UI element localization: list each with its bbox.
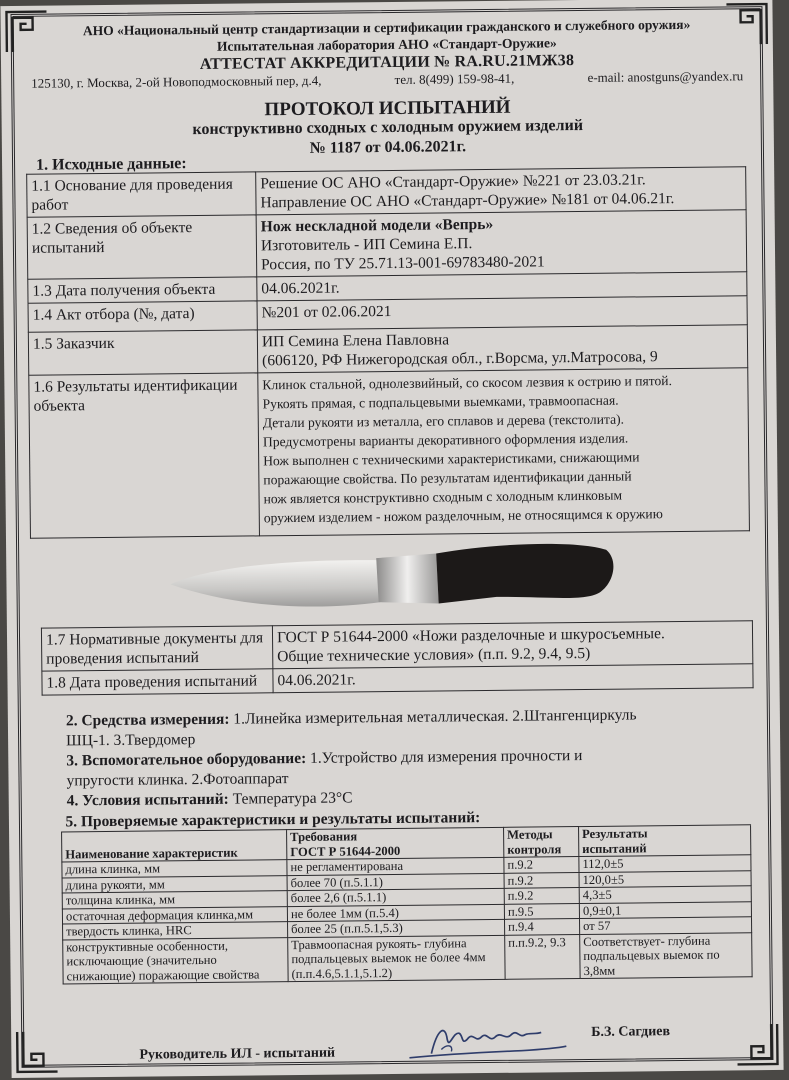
row-label: 1.1 Основание для проведения работ bbox=[27, 172, 256, 217]
source-data-table bbox=[26, 166, 750, 539]
value-line: Нож выполнен с техническими характеристиками, снижающими bbox=[263, 449, 640, 469]
row-label: 1.4 Акт отбора (№, дата) bbox=[28, 301, 257, 332]
value-line: Россия, по ТУ 25.71.13-001-69783480-2021 bbox=[261, 253, 545, 274]
cell-name: длина клинка, мм bbox=[62, 860, 287, 878]
cell-method: п.9.2 bbox=[504, 872, 579, 888]
protocol-number: № 1187 от 04.06.2021г. bbox=[309, 138, 467, 157]
value-line: Изготовитель - ИП Семина Е.П. bbox=[260, 235, 473, 255]
value-line: оружием изделием - ножом разделочным, не относящимся к оружию bbox=[263, 506, 663, 526]
section-3-text: 1.Устройство для измерения прочности и bbox=[306, 747, 583, 767]
value-line: (606120, РФ Нижегородская обл., г.Ворсма, ул.Матросова, 9 bbox=[262, 348, 658, 370]
section-2-heading: 2. Средства измерения: bbox=[65, 710, 230, 730]
cell-method: п.9.2 bbox=[504, 888, 579, 904]
org-line: АНО «Национальный центр стандартизации и сертификации гражданского и служебного оружия» bbox=[82, 16, 691, 39]
cell-method: п.п.9.2, 9.3 bbox=[505, 934, 580, 979]
cell-requirement: более 70 (п.5.1.1) bbox=[287, 873, 504, 891]
section-3-heading: 3. Вспомогательное оборудование: bbox=[66, 749, 307, 770]
cell-result: 112,0±5 bbox=[579, 855, 751, 872]
section-4-heading: 4. Условия испытаний: bbox=[66, 790, 229, 810]
value-line: Направление ОС АНО «Стандарт-Оружие» №181 от 04.06.21г. bbox=[260, 190, 675, 212]
value-line: Детали рукояти из металла, его сплавов и дерева (текстолита). bbox=[262, 411, 625, 431]
cell-name: твердость клинка, HRC bbox=[63, 922, 288, 940]
section-2-text: 1.Линейка измерительная металлическая. 2.Штангенциркуль bbox=[229, 706, 637, 728]
table-row bbox=[29, 368, 750, 539]
cell-result: 4,3±5 bbox=[579, 886, 751, 903]
row-label: 1.2 Сведения об объекте испытаний bbox=[27, 215, 257, 279]
row-label: 1.3 Дата получения объекта bbox=[28, 277, 257, 303]
cell-requirement: не регламентирована bbox=[287, 857, 504, 875]
row-label: 1.6 Результаты идентификации объекта bbox=[29, 373, 260, 538]
cell-name: конструктивные особенности, исключающие (значительно снижающие) поражающие свойства bbox=[63, 937, 288, 984]
row-value: 04.06.2021г. bbox=[273, 664, 753, 693]
section-3 bbox=[66, 744, 756, 790]
cell-method: п.9.5 bbox=[504, 903, 579, 919]
header-line: испытаний bbox=[582, 840, 647, 856]
cell-requirement: не более 1мм (п.5.4) bbox=[287, 904, 504, 922]
row-label: 1.8 Дата проведения испытаний bbox=[42, 669, 273, 695]
protocol-subtitle: конструктивно сходных с холодным оружием изделий bbox=[192, 116, 584, 139]
header-line: контроля bbox=[507, 841, 562, 857]
section-4-text: Температура 23°С bbox=[228, 789, 353, 808]
cell-name: длина рукояти, мм bbox=[62, 875, 287, 893]
value-line: Решение ОС АНО «Стандарт-Оружие» №221 от 23.03.21г. bbox=[260, 171, 646, 193]
email: e-mail: anostguns@yandex.ru bbox=[587, 68, 744, 85]
lab-line: Испытательная лаборатория АНО «Стандарт-Оружие» bbox=[216, 35, 557, 54]
table-row bbox=[27, 210, 747, 280]
accreditation-line: АТТЕСТАТ АККРЕДИТАЦИИ № RA.RU.21МЖ38 bbox=[199, 52, 575, 73]
value-line: Общие технические условия» (п.п. 9.2, 9.4, 9.5) bbox=[277, 644, 591, 666]
value-line: Предусмотрены варианты декоративного оформления изделия. bbox=[262, 430, 629, 450]
table-row bbox=[41, 621, 752, 671]
value-line: поражающие свойства. По результатам идентификации данный bbox=[263, 468, 632, 488]
section-2 bbox=[66, 704, 756, 750]
section-1-heading: 1. Исходные данные: bbox=[35, 155, 187, 174]
table-row bbox=[27, 167, 746, 218]
protocol-title: ПРОТОКОЛ ИСПЫТАНИЙ bbox=[264, 96, 511, 121]
header-line: Требования bbox=[290, 829, 358, 845]
cell-method: п.9.4 bbox=[504, 919, 579, 935]
cell-result: от 57 bbox=[579, 917, 751, 934]
row-label: 1.7 Нормативные документы для проведения испытаний bbox=[41, 626, 272, 671]
cell-method: п.9.2 bbox=[504, 857, 579, 873]
cell-requirement: Травмоопасная рукоять- глубина подпальцевых выемок не более 4мм (п.п.4.6,5.1.1,5.1.2) bbox=[288, 935, 505, 982]
cell-name: остаточная деформация клинка,мм bbox=[62, 906, 287, 924]
row-value bbox=[272, 621, 752, 669]
value-line: нож является конструктивно сходным с холодным клинковым bbox=[263, 487, 623, 507]
phone: тел. 8(499) 159-98-41, bbox=[394, 70, 515, 87]
header-requirements bbox=[287, 827, 504, 859]
header-line: Результаты bbox=[582, 826, 648, 842]
row-value bbox=[257, 325, 747, 373]
section-5-heading: 5. Проверяемые характеристики и результаты испытаний: bbox=[61, 806, 750, 832]
cell-result: 120,0±5 bbox=[579, 870, 751, 887]
cell-requirement: более 25 (п.п.5.1,5.3) bbox=[288, 919, 505, 937]
row-value: 04.06.2021г. bbox=[257, 272, 747, 301]
cell-name: толщина клинка, мм bbox=[62, 891, 287, 909]
value-line: ГОСТ Р 51644-2000 «Ножи разделочные и шкуросъемные. bbox=[276, 625, 665, 647]
row-label: 1.5 Заказчик bbox=[28, 330, 257, 375]
corner-ornament-icon bbox=[13, 1030, 59, 1076]
header-results bbox=[579, 825, 751, 857]
section-2-text-cont: ШЦ-1. 3.Твердомер bbox=[66, 730, 196, 749]
value-line: Клинок стальной, однолезвийный, со скосом лезвия к острию и пятой. bbox=[262, 373, 673, 393]
row-value bbox=[256, 167, 746, 215]
row-value bbox=[258, 368, 750, 536]
standards-table bbox=[41, 620, 754, 695]
signature bbox=[401, 1008, 572, 1070]
header-name: Наименование характеристик bbox=[62, 830, 287, 862]
value-line: ИП Семина Елена Павловна bbox=[261, 331, 450, 351]
value-line: Рукоять прямая, с подпальцевыми выемками, травмоопасная. bbox=[262, 392, 619, 412]
header-line: Методы bbox=[507, 827, 553, 842]
header-line: ГОСТ Р 51644-2000 bbox=[290, 843, 401, 859]
table-row bbox=[28, 325, 747, 376]
results-table bbox=[61, 806, 753, 984]
section-3-text-cont: упругости клинка. 2.Фотоаппарат bbox=[66, 769, 289, 789]
signer-role: Руководитель ИЛ - испытаний bbox=[139, 1045, 336, 1063]
cell-requirement: более 2,6 (п.5.1.1) bbox=[287, 888, 504, 906]
header-methods bbox=[504, 827, 579, 858]
address: 125130, г. Москва, 2-ой Новоподмосковный пер, д.4, bbox=[31, 72, 322, 91]
signer-name: Б.З. Сагдиев bbox=[591, 1024, 671, 1040]
table-row bbox=[63, 932, 752, 984]
cell-result: Соответствует- глубина подпальцевых выемок по 3,8мм bbox=[580, 932, 752, 978]
knife-photo bbox=[166, 538, 617, 621]
value-line: Нож нескладной модели «Вепрь» bbox=[260, 215, 494, 236]
corner-ornament-icon bbox=[735, 1022, 781, 1068]
cell-result: 0,9±0,1 bbox=[579, 901, 751, 918]
row-value: №201 от 02.06.2021 bbox=[257, 296, 747, 330]
row-value bbox=[256, 210, 747, 277]
